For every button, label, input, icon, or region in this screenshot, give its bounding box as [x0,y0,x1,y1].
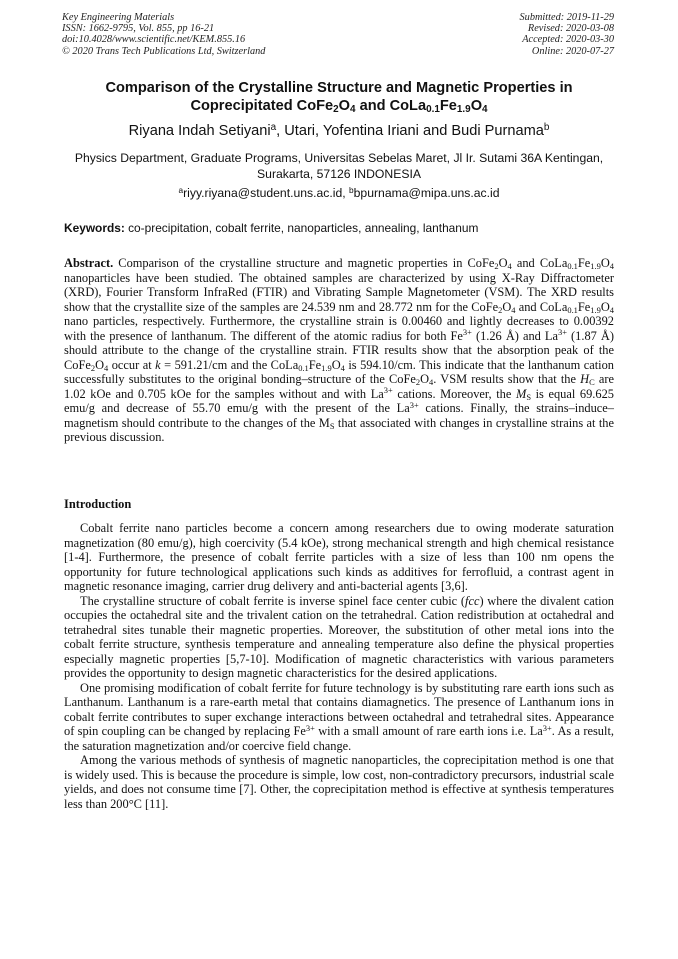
affiliation: Physics Department, Graduate Programs, Universitas Sebelas Maret, Jl Ir. Sutami 36A Kentingan, Surakarta, 57126 INDONESIA [74,151,604,181]
intro-paragraph-4: Among the various methods of synthesis of magnetic nanoparticles, the coprecipitation method is one that is widely used. This is because the procedure is simple, low cost, non-contradictory precursors, industrial scale yields, and does not consume time [7]. Other, the coprecipitation method is effective at synthesis temperatures less than 200°C [11]. [64,753,614,811]
email-link-a[interactable]: riyy.riyana@student.uns.ac.id [183,186,343,200]
paper-title [40,80,638,115]
intro-paragraph-1: Cobalt ferrite nano particles become a concern among researchers due to owing moderate saturation magnetization (80 emu/g), high coercivity (5.4 kOe), strong mechanical strength and high chemical resistance [1-4]. Furthermore, the presence of cobalt ferrite particles with a size of less than 100 nm opens the opportunity for future technological applications such kinds as additives for ferrofluid, a contrast agent in magnetic resonance imaging, carrier drug delivery and anti-bacterial agents [3,6]. [64,521,614,593]
date-online: Online: 2020-07-27 [531,45,614,57]
author-list: Riyana Indah Setiyani$^a$, Utari, Yofentina Iriani and Budi Purnama$^b$ [128,122,550,139]
author-emails: $^a$riyy.riyana@student.uns.ac.id, $^b$bpurnama@mipa.uns.ac.id [178,184,500,200]
keywords-text: co-precipitation, cobalt ferrite, nanoparticles, annealing, lanthanum [124,221,479,235]
email-link-b[interactable]: bpurnama@mipa.uns.ac.id [353,186,500,200]
keywords-label: Keywords: [64,221,125,235]
keywords [64,221,614,236]
date-accepted: Accepted: 2020-03-30 [522,34,614,46]
journal-name: Key Engineering Materials [62,12,175,23]
author-name: Riyana Indah Setiyani [128,123,271,139]
journal-info [62,12,265,57]
intro-paragraph-3: One promising modification of cobalt ferrite for future technology is by substituting rare earth ions such as Lanthanum. Lanthanum is a rare-earth metal that contains diamagnetics. The presence of Lanthanum ions in cobalt ferrite contributes to super exchange interactions between octahedral and tetrahedral sites. Appearance of spin coupling can be changed by replacing $Fe^{3+}$ with a small amount of rare earth ions i.e. $La^{3+}$. As a result, the saturation magnetization and/or coercive field change. [64,680,614,753]
introduction-body [64,521,614,811]
abstract-label: Abstract. [64,256,114,270]
dates-info [520,12,614,57]
author-names-rest: , Utari, Yofentina Iriani and Budi Purnama [276,123,544,139]
abstract-text: Abstract. Comparison of the crystalline structure and magnetic properties in $CoFe_2O_4$ and $CoLa_{0.1}Fe_{1.9}O_4$ nanoparticles have been studied. The obtained samples are characterized by using X-Ray Diffractometer (XRD), Fourier Transform InfraRed (FTIR) and Vibrating Sample Magnetometer (VSM). The XRD results show that the crystallite size of the samples are 24.539 nm and 28.772 nm for the $CoFe_2O_4$ and $CoLa_{0.1}Fe_{1.9}O_4$ nano particles, respectively. Furthermore, the crystalline strain is 0.00460 and lightly decreases to 0.00392 with the presence of lanthanum. The different of the atomic radius for both $Fe^{3+}$ (1.26 Å) and $La^{3+}$ (1.87 Å) should attribute to the change of the crystalline strain. FTIR results show that the absorption peak of the $CoFe_2O_4$ occur at k = 591.21/cm and the $CoLa_{0.1}Fe_{1.9}O_4$ is 594.10/cm. This indicate that the lanthanum cation successfully substitutes to the original bonding–structure of the $CoFe_2O_4$. VSM results show that the $H_C$ are 1.02 kOe and 0.705 kOe for the samples without and with $La^{3+}$ cations. Moreover, the $M_S$ is equal 69.625 emu/g and decrease of 55.70 emu/g with the present of the $La^{3+}$ cations. Finally, the strains–induce–magnetism should contribute to the changes of the $M_S$ that associated with changes in crystalline strains at the previous discussion. [64,256,614,444]
journal-doi[interactable]: doi:10.4028/www.scientific.net/KEM.855.16 [62,34,246,46]
intro-paragraph-2: The crystalline structure of cobalt ferrite is inverse spinel face center cubic (fcc) where the divalent cation occupies the octahedral site and the trivalent cation on the tetrahedral. Cation redistribution at octahedral and tetrahedral sites tunable their magnetic properties. Moreover, the substitution of other metal ions into the cobalt ferrite structure, synthesis temperature and annealing temperature also define the physical properties especially magnetic properties [5,7-10]. Modification of magnetic characteristics with various parameters provides the opportunity to design magnetic characteristics for the desired applications. [64,593,614,680]
date-revised: Revised: 2020-03-08 [527,23,614,35]
journal-issn: ISSN: 1662-9795, Vol. 855, pp 16-21 [62,23,215,35]
date-submitted: Submitted: 2019-11-29 [519,12,614,23]
abstract [64,256,614,445]
title-line-2: Coprecipitated $CoFe_2O_4$ and $CoLa_{0.1}Fe_{1.9}O_4$ [190,97,488,115]
introduction-heading: Introduction [64,497,132,511]
journal-copyright: © 2020 Trans Tech Publications Ltd, Switzerland [62,45,266,57]
title-line-1: Comparison of the Crystalline Structure and Magnetic Properties in [105,80,573,96]
